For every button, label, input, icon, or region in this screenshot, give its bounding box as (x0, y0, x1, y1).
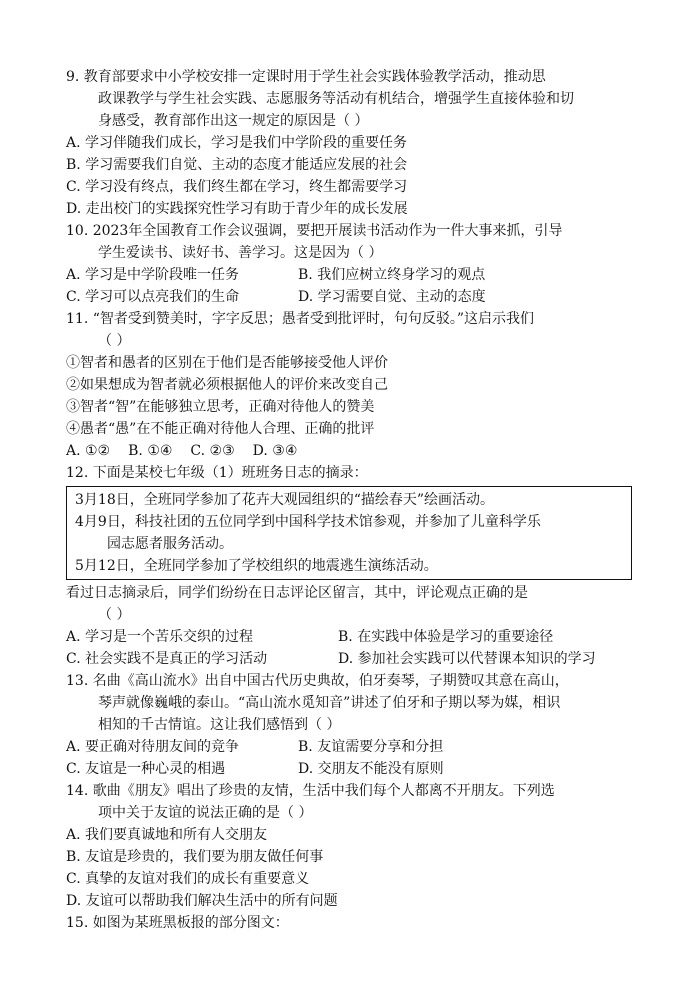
option-b: B. 友谊需要分享和分担 (298, 739, 444, 755)
question-stem: 学生爱读书、读好书、善学习。这是因为（ ） (98, 245, 383, 261)
option-row (66, 736, 632, 758)
option-b: B. 我们应树立终身学习的观点 (298, 267, 486, 283)
option-row (66, 264, 632, 286)
option-d: D. 友谊可以帮助我们解决生活中的所有问题 (66, 893, 338, 909)
statement: ③智者“智”在能够独立思考，正确对待他人的赞美 (66, 399, 375, 415)
option-c: C. 社会实践不是真正的学习活动 (66, 651, 268, 667)
option-d: D. 参加社会实践可以代替课本知识的学习 (338, 651, 596, 667)
question-stem: 14. 歌曲《朋友》唱出了珍贵的友情，生活中我们每个人都离不开朋友。下列选 (66, 783, 555, 799)
option-d: D. 交朋友不能没有原则 (298, 761, 444, 777)
option-c: C. 真挚的友谊对我们的成长有重要意义 (66, 871, 310, 887)
option-a: A. 我们要真诚地和所有人交朋友 (66, 827, 268, 843)
option-c: C. 学习可以点亮我们的生命 (66, 289, 240, 305)
question-9 (66, 66, 632, 220)
option-row (66, 626, 632, 648)
option-c: C. 学习没有终点，我们终生都在学习，终生都需要学习 (66, 179, 408, 195)
diary-entry: 4月9日，科技社团的五位同学到中国科学技术馆参观，并参加了儿童科学乐 (75, 514, 541, 530)
option-b: B. 友谊是珍贵的，我们要为朋友做任何事 (66, 849, 324, 865)
question-stem: 12. 下面是某校七年级（1）班班务日志的摘录： (66, 465, 368, 481)
diary-entry: 3月18日，全班同学参加了花卉大观园组织的“描绘春天”绘画活动。 (75, 492, 495, 508)
option-b: B. 在实践中体验是学习的重要途径 (338, 629, 554, 645)
question-stem: 13. 名曲《高山流水》出自中国古代历史典故，伯牙奏琴，子期赞叹其意在高山， (66, 673, 569, 689)
option-row (66, 286, 632, 308)
question-stem: 政课教学与学生社会实践、志愿服务等活动有机结合，增强学生直接体验和切 (98, 91, 574, 107)
option-b: B. ①④ (128, 443, 173, 459)
diary-entry: 5月12日，全班同学参加了学校组织的地震逃生演练活动。 (75, 558, 438, 574)
question-14 (66, 780, 632, 912)
question-stem: 琴声就像巍峨的泰山。“高山流水觅知音”讲述了伯牙和子期以琴为媒，相识 (98, 695, 561, 711)
question-11 (66, 308, 632, 462)
question-list (66, 66, 632, 934)
option-a: A. 学习是中学阶段唯一任务 (66, 267, 240, 283)
option-b: B. 学习需要我们自觉、主动的态度才能适应发展的社会 (66, 157, 408, 173)
question-stem: 11. “智者受到赞美时，字字反思；愚者受到批评时，句句反驳。”这启示我们 (66, 311, 535, 327)
question-stem: 项中关于友谊的说法正确的是（ ） (98, 805, 313, 821)
option-row (66, 648, 632, 670)
answer-blank: （ ） (98, 607, 131, 623)
question-stem: 身感受，教育部作出这一规定的原因是（ ） (98, 113, 369, 129)
question-10 (66, 220, 632, 308)
answer-blank: （ ） (98, 333, 131, 349)
option-a: A. 学习是一个苦乐交织的过程 (66, 629, 254, 645)
question-stem: 相知的千古情谊。这让我们感悟到（ ） (98, 717, 341, 733)
option-row (66, 758, 632, 780)
diary-excerpt-box (66, 486, 632, 580)
statement: ④愚者“愚”在不能正确对待他人合理、正确的批评 (66, 421, 375, 437)
question-stem: 15. 如图为某班黑板报的部分图文： (66, 915, 289, 931)
question-13 (66, 670, 632, 780)
statement: ①智者和愚者的区别在于他们是否能够接受他人评价 (66, 355, 388, 371)
statement: ②如果想成为智者就必须根据他人的评价来改变自己 (66, 377, 388, 393)
question-stem: 10. 2023年全国教育工作会议强调，要把开展读书活动作为一件大事来抓，引导 (66, 223, 563, 239)
option-c: C. 友谊是一种心灵的相遇 (66, 761, 226, 777)
question-15 (66, 912, 632, 934)
option-d: D. 学习需要自觉、主动的态度 (298, 289, 486, 305)
option-a: A. ①② (66, 443, 111, 459)
question-12 (66, 462, 632, 670)
option-d: D. 走出校门的实践探究性学习有助于青少年的成长发展 (66, 201, 408, 217)
option-a: A. 要正确对待朋友间的竞争 (66, 739, 240, 755)
option-d: D. ③④ (252, 443, 298, 459)
option-a: A. 学习伴随我们成长，学习是我们中学阶段的重要任务 (66, 135, 408, 151)
question-stem: 看过日志摘录后，同学们纷纷在日志评论区留言，其中，评论观点正确的是 (66, 585, 528, 601)
option-c: C. ②③ (190, 443, 235, 459)
question-stem: 9. 教育部要求中小学校安排一定课时用于学生社会实践体验教学活动，推动思 (66, 69, 546, 85)
option-row (66, 440, 632, 462)
diary-entry: 园志愿者服务活动。 (107, 536, 233, 552)
